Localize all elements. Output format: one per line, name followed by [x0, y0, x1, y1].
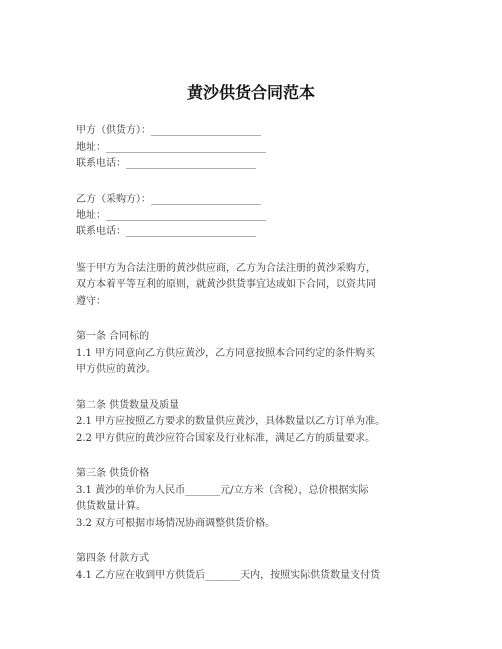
- article-line: 4.1 乙方应在收到甲方供货后_______天内，按照实际供货数量支付货: [76, 570, 381, 581]
- party-b-phone: 联系电话：__________________________: [76, 226, 256, 237]
- article-line: 2.1 甲方应按照乙方要求的数量供应黄沙，具体数量以乙方订单为准。: [76, 416, 386, 427]
- preamble-line: 遵守：: [76, 296, 106, 307]
- article-line: 1.1 甲方同意向乙方供应黄沙，乙方同意按照本合同约定的条件购买: [76, 348, 376, 359]
- party-a-label: 甲方（供货方）：______________________: [76, 125, 261, 136]
- article-heading: 第四条 付款方式: [76, 553, 150, 564]
- article-heading: 第二条 供货数量及质量: [76, 400, 180, 411]
- document-title: 黄沙供货合同范本: [186, 83, 315, 102]
- preamble-line: 鉴于甲方为合法注册的黄沙供应商，乙方为合法注册的黄沙采购方，: [76, 263, 376, 274]
- article-line: 3.2 双方可根据市场情况协商调整供货价格。: [76, 518, 276, 529]
- article-line: 3.1 黄沙的单价为人民币_______元/立方米（含税），总价根据实际: [76, 485, 369, 496]
- article-line: 2.2 甲方供应的黄沙应符合国家及行业标准，满足乙方的质量要求。: [76, 433, 376, 444]
- article-heading: 第三条 供货价格: [76, 468, 150, 479]
- party-b-address: 地址：________________________________: [76, 210, 266, 221]
- party-a-address: 地址：________________________________: [76, 142, 266, 153]
- article-line: 供货数量计算。: [76, 501, 146, 512]
- article-line: 甲方供应的黄沙。: [76, 364, 156, 375]
- party-b-label: 乙方（采购方）：______________________: [76, 194, 261, 205]
- preamble-line: 双方本着平等互利的原则，就黄沙供货事宜达成如下合同，以资共同: [76, 279, 376, 290]
- article-heading: 第一条 合同标的: [76, 331, 150, 342]
- party-a-phone: 联系电话：__________________________: [76, 158, 256, 169]
